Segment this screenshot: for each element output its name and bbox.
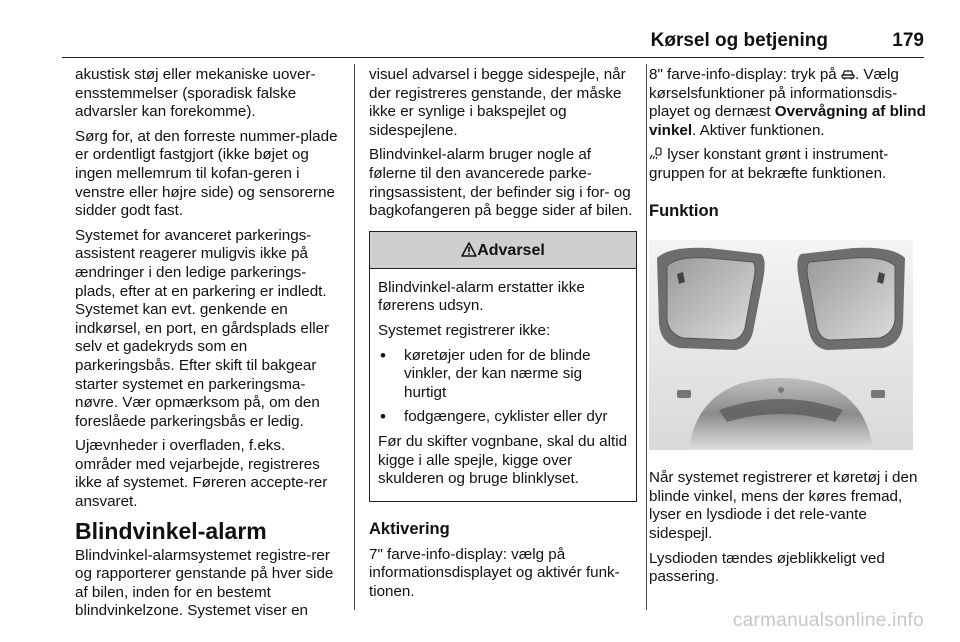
col2-paragraph-1: visuel advarsel i begge sidespejle, når der registreres genstande, der måske ikke er synlige i bakspejlet og sidespejlene. [369, 66, 626, 139]
col1-paragraph-1: akustisk støj eller mekaniske uover-ensstemmelser (sporadisk falske advarsler kan forekomme). [75, 66, 316, 121]
section-title: Kørsel og betjening [650, 30, 828, 51]
col1-paragraph-5: Blindvinkel-alarmsystemet registre-rer og rapporterer genstande på hver side af bilen, inden for en bestemt blindvinkelzone. Systemet viser en [75, 546, 334, 620]
page-header [62, 26, 924, 58]
warning-paragraph-3: Før du skifter vognbane, skal du altid kigge i alle spejle, kigge over skulderen og bruge blinklyset. [378, 432, 628, 488]
warning-bullet: • køretøjer uden for de blinde vinkler, der kan nærme sig hurtigt [378, 347, 628, 403]
warning-bullet: • fodgængere, cyklister eller dyr [378, 408, 628, 427]
page-number: 179 [892, 30, 924, 51]
col1-paragraph-3: Systemet for avanceret parkerings-assistent reagerer muligvis ikke på ændringer i den ledige parkerings-plads, efter at en parkering er indledt. Systemet kan evt. genkende en indkørsel, en port, en gårdsplads eller selv et gadekryds som en parkeringsbås. Efter skift til bakgear starter systemet en parkeringsma-nøvre. Vær opmærksom på, om den foreslåede parkeringsbås er ledig. [75, 226, 330, 430]
blind-spot-mirror-illustration [649, 240, 913, 450]
watermark: carmanualsonline.info [732, 610, 924, 631]
warning-title: Advarsel [477, 241, 545, 259]
blind-spot-indicator-icon [649, 147, 663, 160]
section-heading-aktivering: Aktivering [369, 519, 450, 538]
column-divider-2 [646, 64, 647, 610]
col3-paragraph-3: Når systemet registrerer et køretøj i den blinde vinkel, mens der køres fremad, lyser en lysdiode i det rele-vante sidespejl. [649, 469, 918, 542]
col3-p1-part-c: . Aktiver funktionen. [692, 121, 825, 139]
column-1 [75, 66, 343, 627]
col3-paragraph-4: Lysdioden tændes øjeblikkeligt ved passering. [649, 549, 885, 586]
col3-p2-text: lyser konstant grønt i instrument-gruppen for at bekræfte funktionen. [649, 146, 889, 182]
warning-paragraph-1: Blindvinkel-alarm erstatter ikke førerens udsyn. [378, 278, 585, 315]
col3-paragraph-2 [649, 146, 927, 183]
section-heading-blindvinkel: Blindvinkel-alarm [75, 517, 267, 544]
section-heading-funktion: Funktion [649, 201, 719, 220]
col1-paragraph-2: Sørg for, at den forreste nummer-plade er ordentligt fastgjort (ikke bøjet og ingen mellemrum til kofan-geren i venstre eller højre side) og sensorerne sidder godt fast. [75, 127, 338, 220]
warning-bullet-list [378, 347, 628, 427]
col3-p1-part-b: . Vælg kørselsfunktioner på informationsdis-playet og dernæst [649, 66, 899, 121]
car-menu-icon [841, 68, 855, 80]
col3-paragraph-1 [649, 66, 927, 140]
warning-box [369, 231, 637, 502]
col3-p1-part-a: 8" farve-info-display: tryk på [649, 66, 841, 83]
header-rule [62, 57, 924, 58]
column-3 [649, 66, 927, 593]
column-2 [369, 66, 637, 607]
warning-paragraph-2: Systemet registrerer ikke: [378, 321, 551, 339]
warning-body [370, 269, 636, 501]
column-divider-1 [354, 64, 355, 610]
col1-paragraph-4: Ujævnheder i overfladen, f.eks. områder med vejarbejde, registreres ikke af systemet. Føreren accepte-rer ansvaret. [75, 437, 328, 511]
col2-paragraph-2: Blindvinkel-alarm bruger nogle af følerne til den avancerede parke-ringsassistent, der befinder sig i for- og bagkofangeren på begge sider af bilen. [369, 146, 633, 220]
col2-paragraph-3: 7" farve-info-display: vælg på informationsdisplayet og aktivér funk-tionen. [369, 545, 620, 600]
warning-triangle-icon [461, 242, 477, 257]
menu-item-overvaagning: Overvågning af blind vinkel [649, 103, 926, 139]
warning-header [370, 232, 636, 269]
